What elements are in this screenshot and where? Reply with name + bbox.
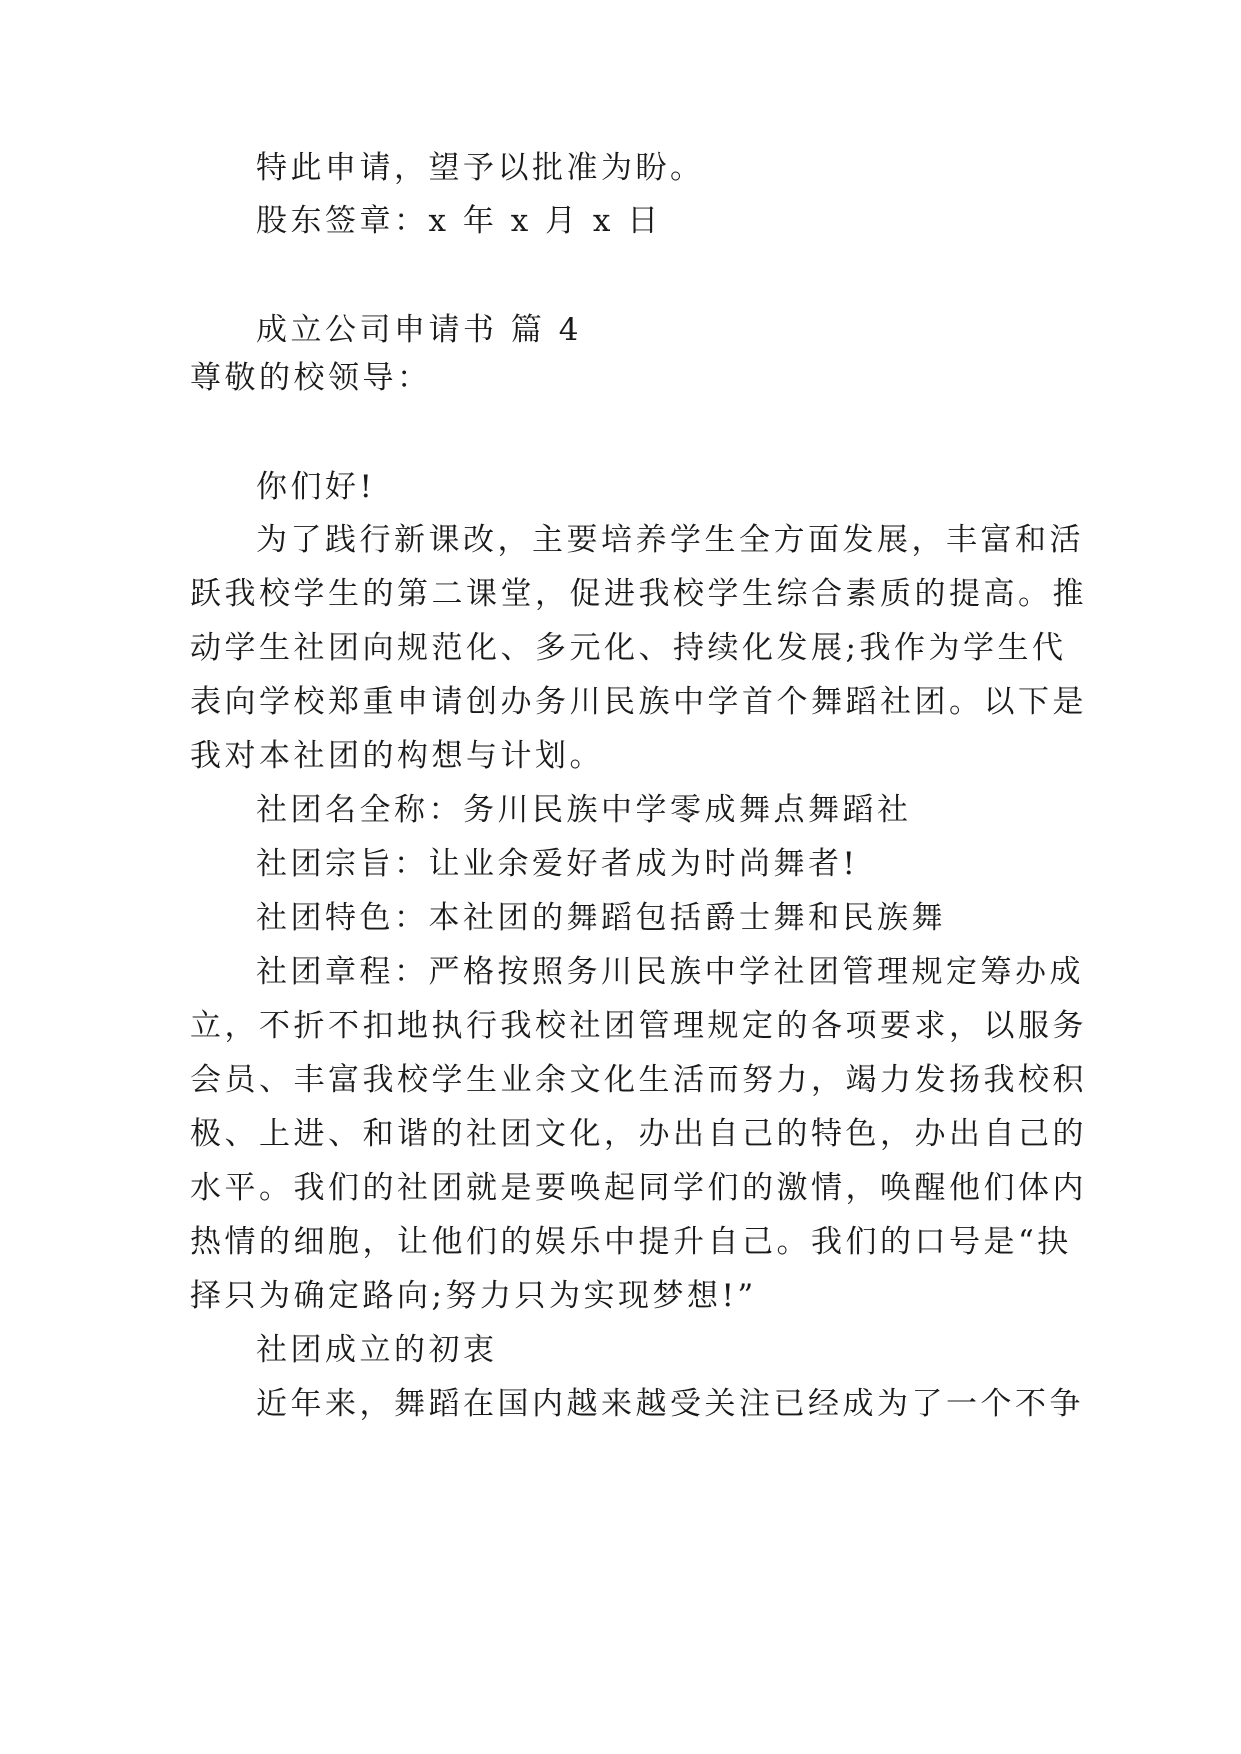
paragraph-line: 动学生社团向规范化、多元化、持续化发展;我作为学生代 <box>190 630 1067 666</box>
paragraph-line: 我对本社团的构想与计划。 <box>190 738 604 774</box>
greeting: 你们好! <box>256 469 376 505</box>
club-full-name: 社团名全称：务川民族中学零成舞点舞蹈社 <box>256 792 912 828</box>
origin-heading: 社团成立的初衷 <box>256 1332 498 1368</box>
paragraph-line: 跃我校学生的第二课堂，促进我校学生综合素质的提高。推 <box>190 576 1087 612</box>
paragraph-line: 热情的细胞，让他们的娱乐中提升自己。我们的口号是“抉 <box>190 1224 1072 1260</box>
paragraph-line: 会员、丰富我校学生业余文化生活而努力，竭力发扬我校积 <box>190 1062 1087 1098</box>
closing-request-line: 特此申请，望予以批准为盼。 <box>256 150 705 186</box>
paragraph-line: 表向学校郑重申请创办务川民族中学首个舞蹈社团。以下是 <box>190 684 1087 720</box>
paragraph-line: 水平。我们的社团就是要唤起同学们的激情，唤醒他们体内 <box>190 1170 1087 1206</box>
paragraph-line: 立，不折不扣地执行我校社团管理规定的各项要求，以服务 <box>190 1008 1087 1044</box>
paragraph-line: 社团章程：严格按照务川民族中学社团管理规定筹办成 <box>256 954 1084 990</box>
signature-date-line: 股东签章：x 年 x 月 x 日 <box>256 203 662 239</box>
paragraph-line: 极、上进、和谐的社团文化，办出自己的特色，办出自己的 <box>190 1116 1087 1152</box>
salutation: 尊敬的校领导： <box>190 360 432 396</box>
paragraph-line: 择只为确定路向;努力只为实现梦想!” <box>190 1278 757 1314</box>
club-purpose: 社团宗旨：让业余爱好者成为时尚舞者! <box>256 846 859 882</box>
paragraph-line: 近年来，舞蹈在国内越来越受关注已经成为了一个不争 <box>256 1386 1084 1422</box>
club-feature: 社团特色：本社团的舞蹈包括爵士舞和民族舞 <box>256 900 946 936</box>
section-heading: 成立公司申请书 篇 4 <box>256 312 582 348</box>
paragraph-line: 为了践行新课改，主要培养学生全方面发展，丰富和活 <box>256 522 1084 558</box>
